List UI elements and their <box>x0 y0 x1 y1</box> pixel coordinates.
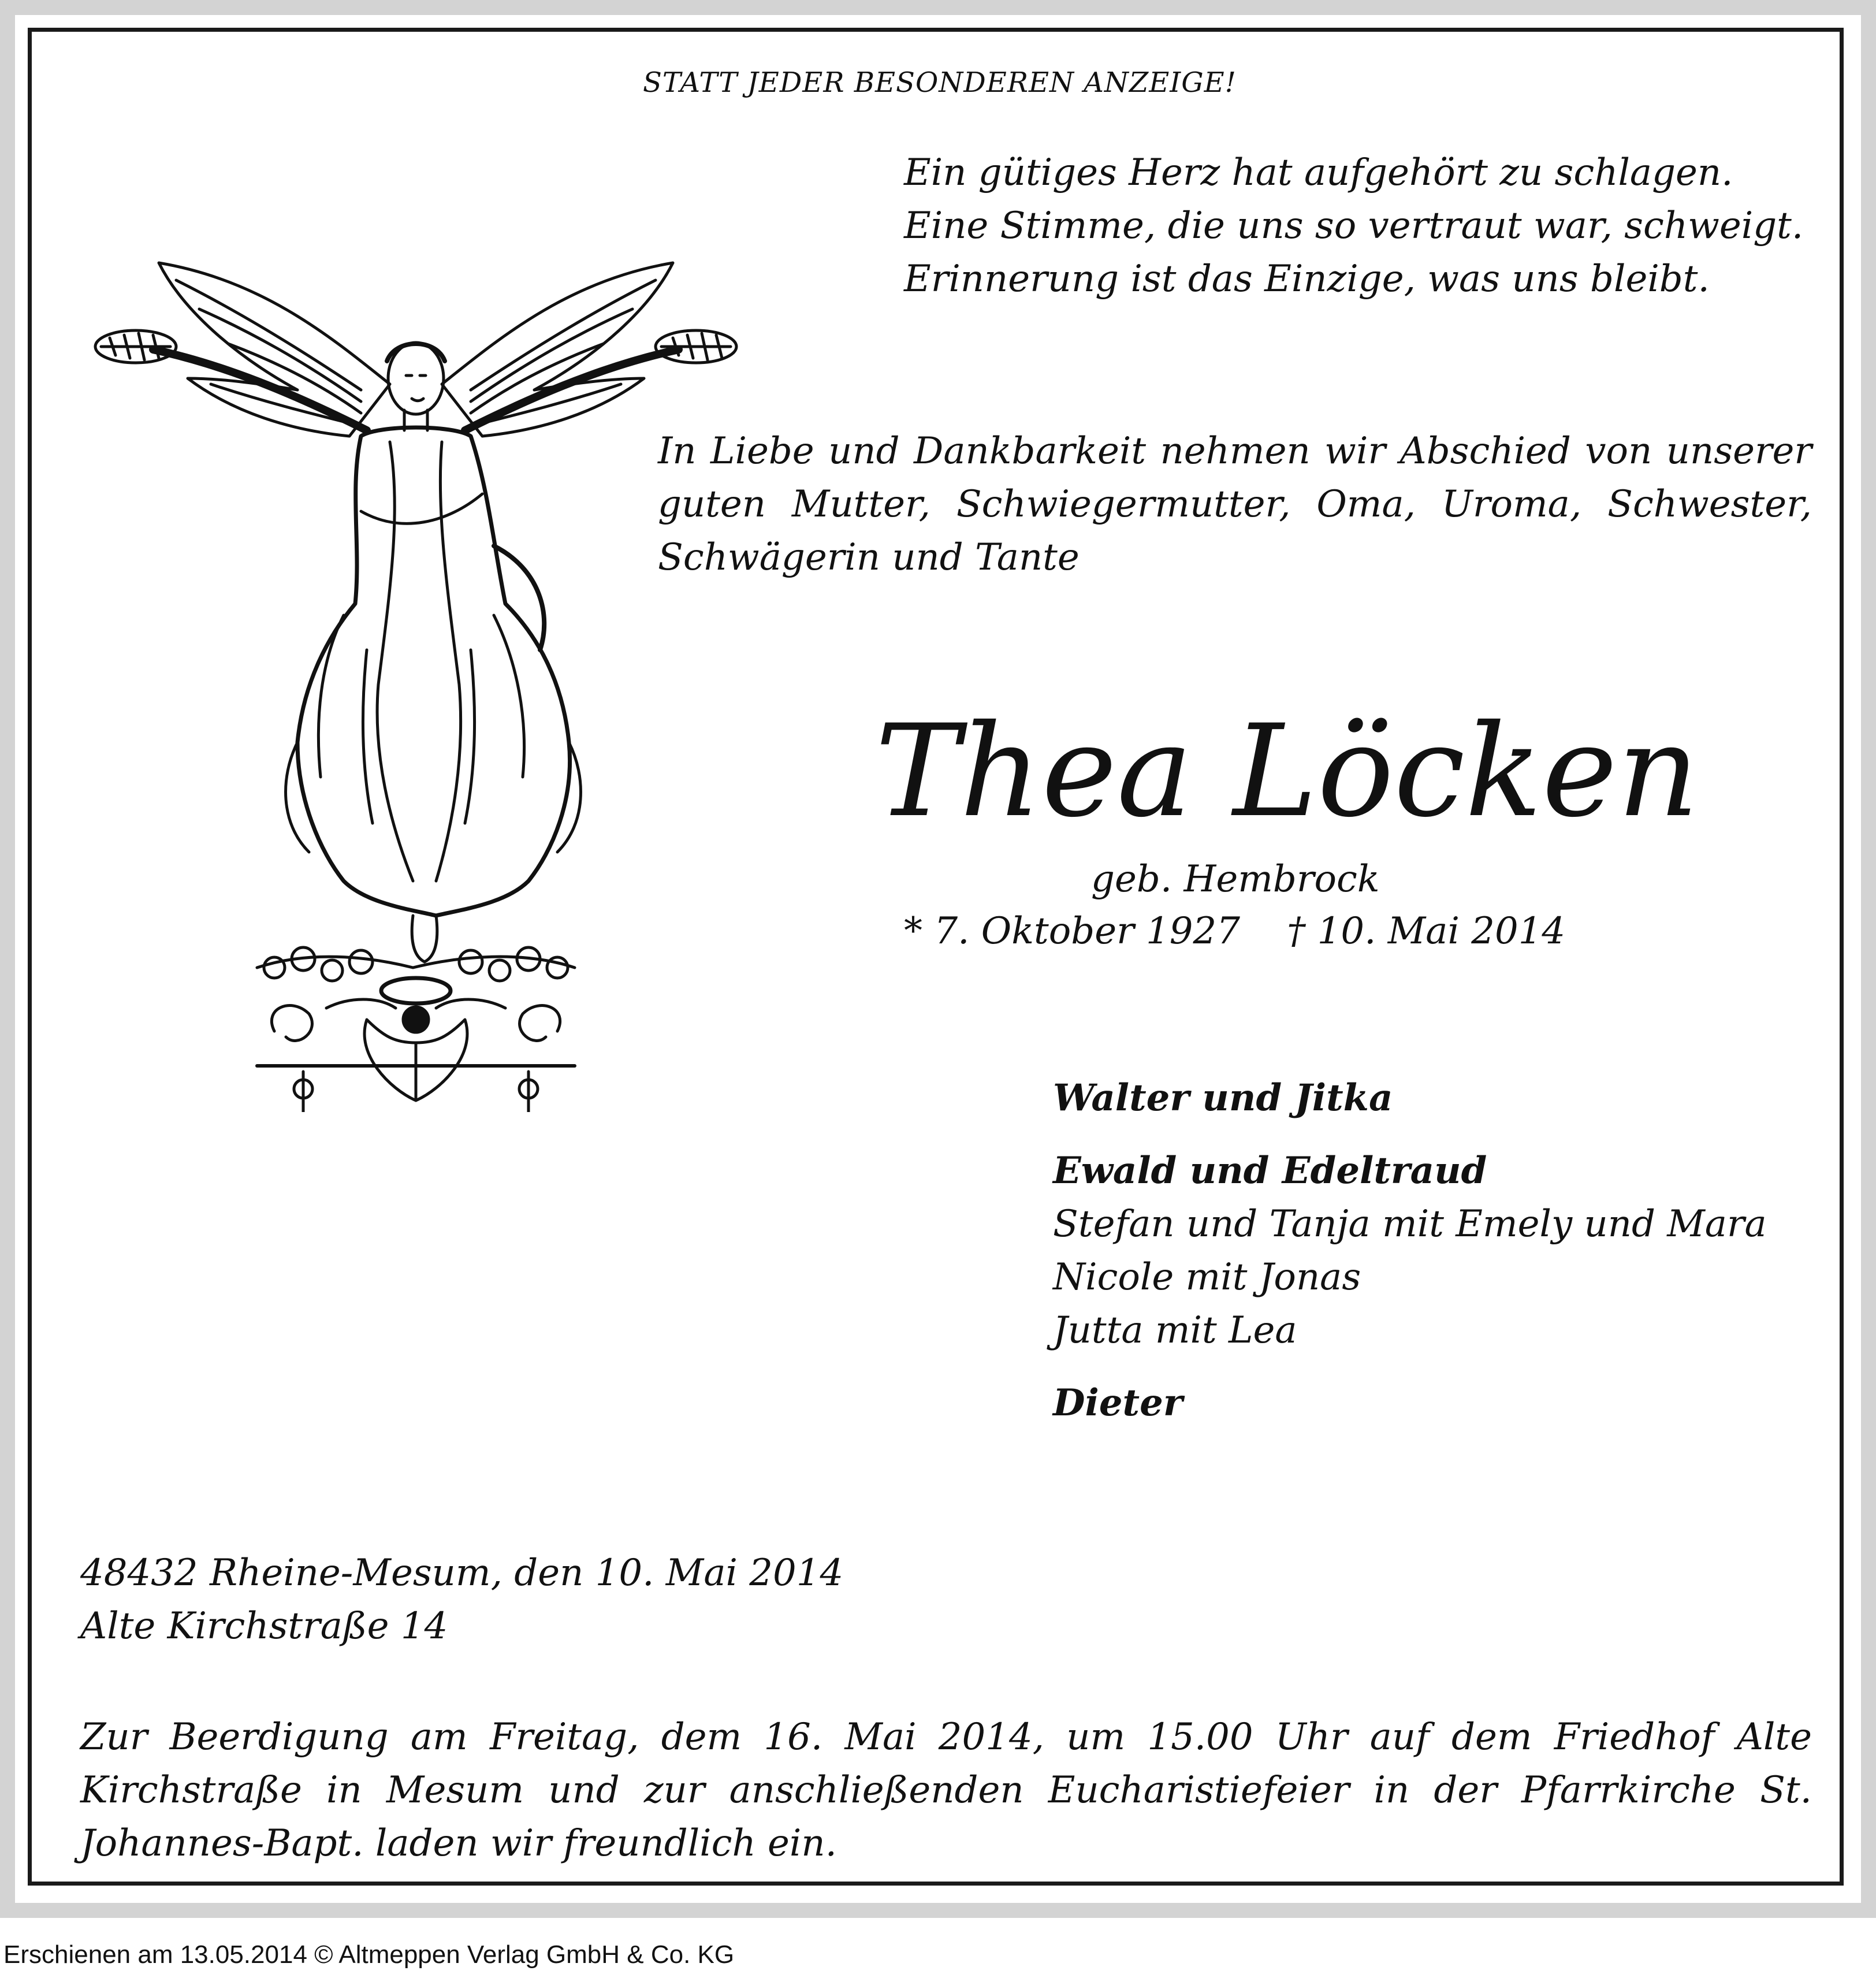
deceased-name: Thea Löcken <box>875 697 1699 845</box>
mourner-group: Dieter <box>1053 1381 1183 1425</box>
publication-footer: Erschienen am 13.05.2014 © Altmeppen Verlag GmbH & Co. KG <box>3 1940 735 1969</box>
mourners-list <box>1053 1072 1767 1430</box>
notice-frame <box>28 28 1844 1886</box>
mourner-line: Jutta mit Lea <box>1053 1309 1297 1352</box>
funeral-text: Zur Beerdigung am Freitag, dem 16. Mai 2014, um 15.00 Uhr auf dem Friedhof Alte Kirchstraße in Mesum und zur anschließenden Eucharistiefeier in der Pfarrkirche St. Johannes-Bapt. laden wir freundlich ein. <box>80 1716 1812 1865</box>
angel-statue-icon <box>90 246 742 1112</box>
mourner-group: Ewald und Edeltraud <box>1053 1149 1487 1192</box>
address: Alte Kirchstraße 14 <box>80 1605 448 1648</box>
header-note: STATT JEDER BESONDEREN ANZEIGE! <box>643 66 1237 99</box>
maiden-name: geb. Hembrock <box>1091 858 1380 901</box>
verse-line: Erinnerung ist das Einzige, was uns bleibt. <box>904 258 1710 300</box>
notice-card <box>15 15 1861 1903</box>
verse-line: Eine Stimme, die uns so vertraut war, schweigt. <box>904 205 1804 247</box>
verse <box>904 146 1803 306</box>
mourner-line: Nicole mit Jonas <box>1053 1256 1361 1299</box>
farewell-text: In Liebe und Dankbarkeit nehmen wir Abschied von unserer guten Mutter, Schwiegermutter, Oma, Uroma, Schwester, Schwägerin und Tante <box>658 430 1812 579</box>
place-and-address <box>80 1546 843 1653</box>
verse-line: Ein gütiges Herz hat aufgehört zu schlagen. <box>904 151 1733 194</box>
mourner-group: Walter und Jitka <box>1053 1076 1393 1120</box>
mourner-line: Stefan und Tanja mit Emely und Mara <box>1053 1203 1767 1245</box>
place-date: 48432 Rheine-Mesum, den 10. Mai 2014 <box>80 1552 844 1594</box>
life-dates: * 7. Oktober 1927 † 10. Mai 2014 <box>904 910 1566 953</box>
